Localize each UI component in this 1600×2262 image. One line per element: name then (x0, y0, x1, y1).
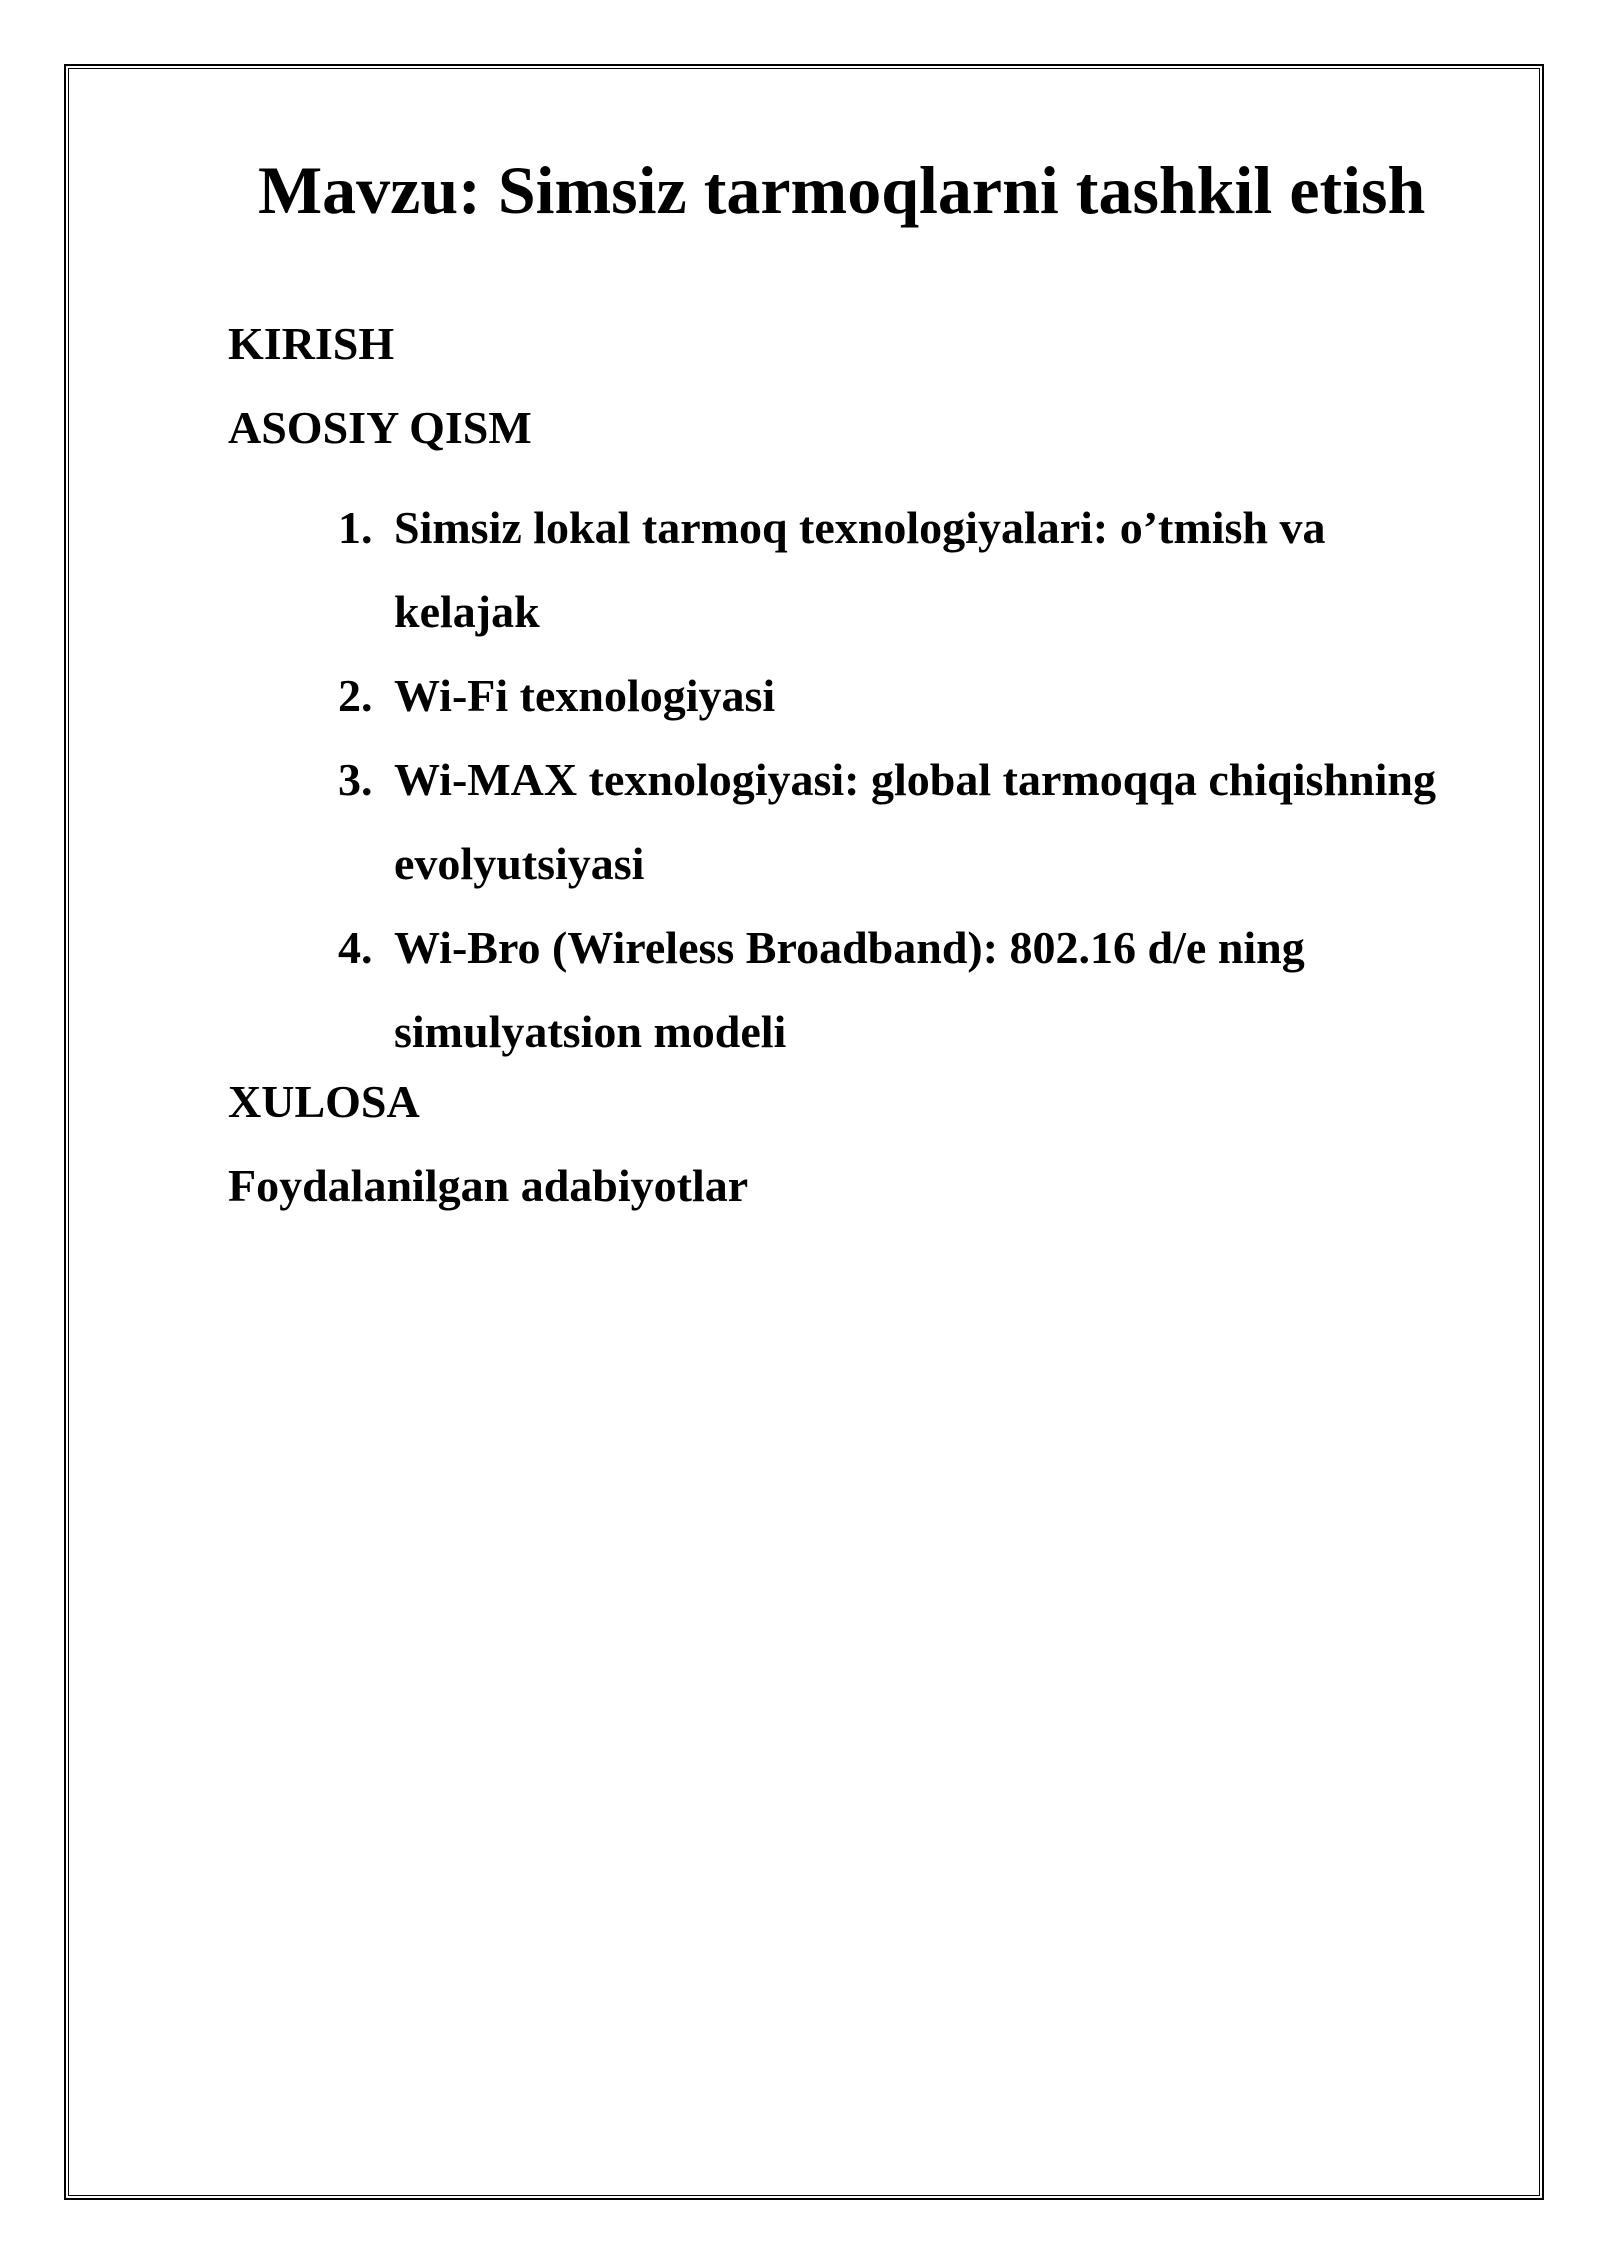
section-intro: KIRISH (228, 318, 395, 369)
toc-item-number: 3. (338, 754, 373, 805)
table-of-contents (338, 486, 1438, 1074)
toc-item-number: 2. (338, 670, 373, 721)
toc-item-text: Wi-MAX texnologiyasi: global tarmoqqa chiqishning evolyutsiyasi (394, 754, 1436, 889)
section-conclusion: XULOSA (228, 1076, 420, 1127)
toc-item-number: 4. (338, 922, 373, 973)
document-title: Mavzu: Simsiz tarmoqlarni tashkil etish (258, 152, 1426, 228)
toc-item (338, 738, 1438, 906)
toc-item (338, 654, 1438, 738)
toc-item-text: Wi-Bro (Wireless Broadband): 802.16 d/e ning simulyatsion modeli (394, 922, 1305, 1057)
toc-item (338, 486, 1438, 654)
toc-item-text: Simsiz lokal tarmoq texnologiyalari: o’tmish va kelajak (394, 502, 1326, 637)
section-main-part: ASOSIY QISM (228, 402, 532, 453)
toc-item (338, 906, 1438, 1074)
toc-item-text: Wi-Fi texnologiyasi (394, 670, 776, 721)
page-border-inner (68, 68, 1540, 2196)
section-references: Foydalanilgan adabiyotlar (228, 1160, 749, 1211)
toc-item-number: 1. (338, 502, 373, 553)
